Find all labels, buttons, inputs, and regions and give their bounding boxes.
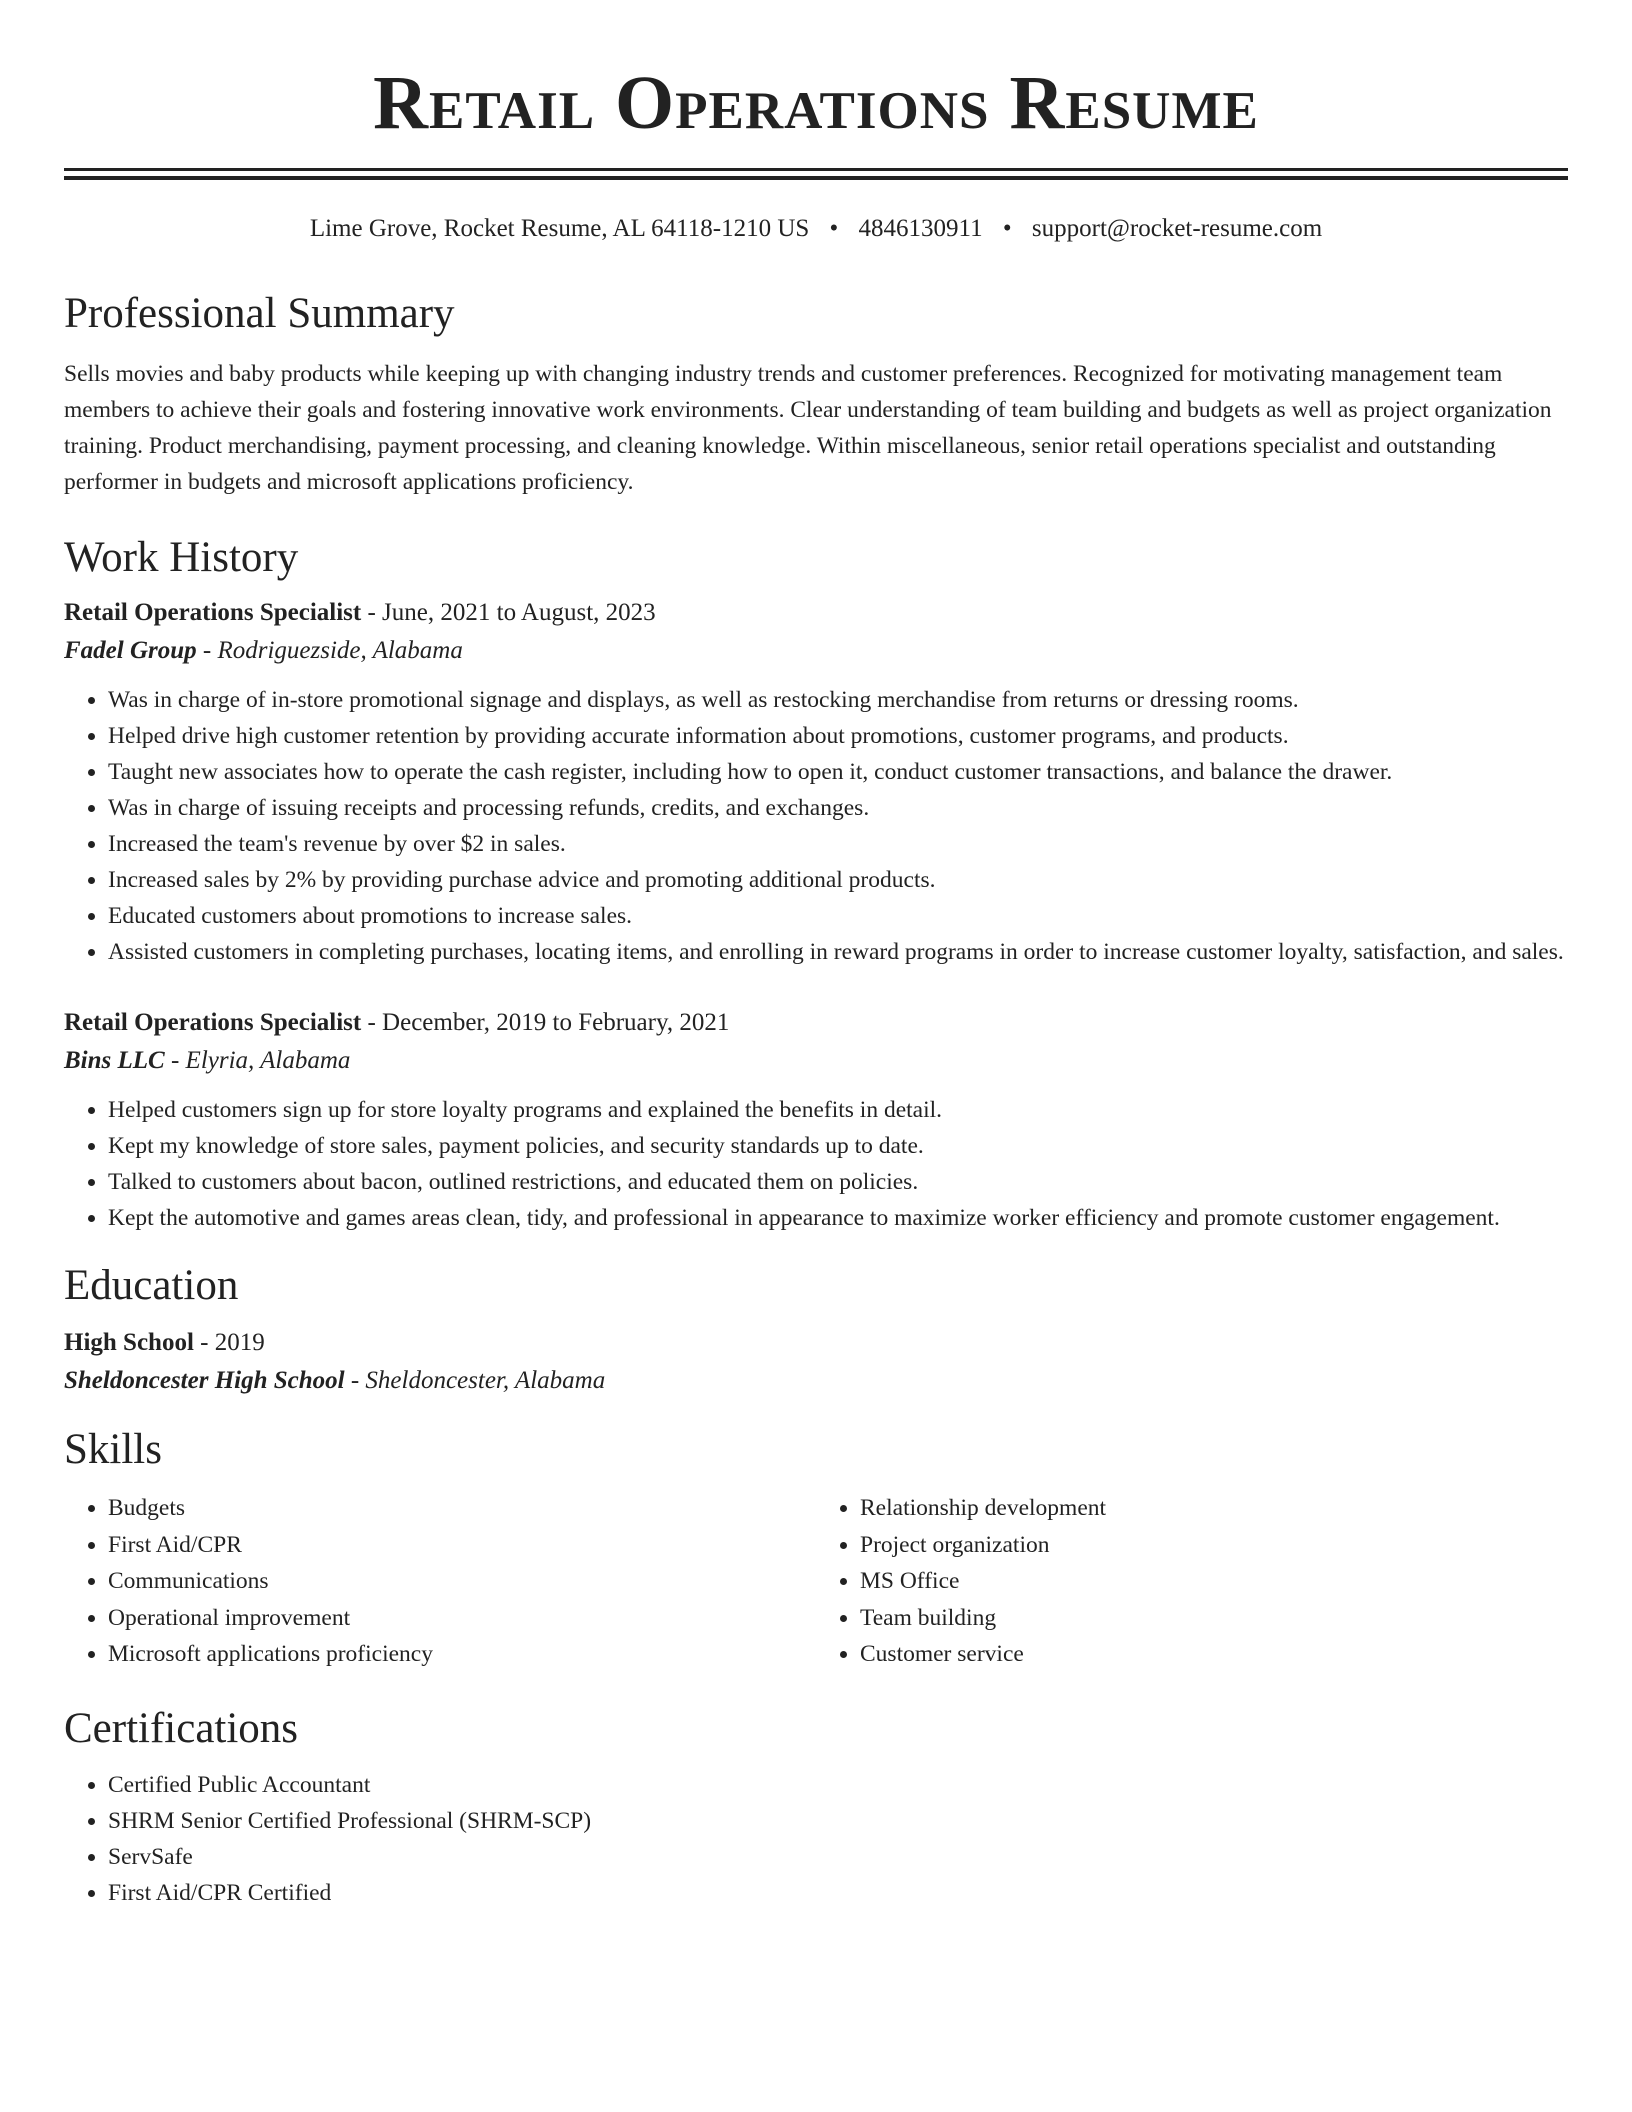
- education-entry: [64, 1324, 1568, 1400]
- list-item: • Helped drive high customer retention by providing accurate information about promotions, customer programs, and products.: [108, 718, 1568, 754]
- graduation-year: - 2019: [193, 1329, 265, 1356]
- degree-line: [64, 1324, 1568, 1362]
- contact-address: Lime Grove, Rocket Resume, AL 64118-1210 US: [309, 215, 810, 242]
- contact-line: [64, 214, 1568, 244]
- skill-item: • Team building: [860, 1600, 1568, 1637]
- summary-text: Sells movies and baby products while keeping up with changing industry trends and customer preferences. Recognized for motivating management team members to achieve their goals and fostering innovative work environments. Clear understanding of team building and budgets as well as project organization training. Product merchandising, payment processing, and cleaning knowledge. Within miscellaneous, senior retail operations specialist and outstanding performer in budgets and microsoft applications proficiency.: [64, 361, 1552, 495]
- work-history-section: [64, 532, 1568, 1236]
- skill-item: • First Aid/CPR: [108, 1527, 816, 1564]
- company-location: - Rodriguezside, Alabama: [196, 637, 463, 664]
- company-line: [64, 632, 1568, 670]
- skills-list-right: [816, 1490, 1568, 1673]
- job-entry: [64, 594, 1568, 970]
- list-item: • Increased sales by 2% by providing purchase advice and promoting additional products.: [108, 862, 1568, 898]
- job-title-line: [64, 594, 1568, 632]
- list-item: • Educated customers about promotions to increase sales.: [108, 898, 1568, 934]
- job-entry: [64, 1004, 1568, 1236]
- certifications-heading: Certifications: [64, 1704, 299, 1752]
- job-bullets: [64, 1092, 1568, 1236]
- list-item: • Talked to customers about bacon, outlined restrictions, and educated them on policies.: [108, 1164, 1568, 1200]
- school-line: [64, 1362, 1568, 1400]
- skill-item: • MS Office: [860, 1563, 1568, 1600]
- contact-separator: •: [829, 215, 839, 242]
- header-divider-bottom: [64, 176, 1568, 180]
- list-item: • Was in charge of issuing receipts and processing refunds, credits, and exchanges.: [108, 790, 1568, 826]
- skill-item: • Operational improvement: [108, 1600, 816, 1637]
- skill-item: • Budgets: [108, 1490, 816, 1527]
- job-dates: - December, 2019 to February, 2021: [361, 1009, 730, 1036]
- certification-item: • First Aid/CPR Certified: [108, 1875, 1568, 1911]
- skill-item: • Project organization: [860, 1527, 1568, 1564]
- skills-heading: Skills: [64, 1426, 162, 1473]
- work-history-heading: Work History: [64, 534, 299, 581]
- list-item: • Increased the team's revenue by over $2 in sales.: [108, 826, 1568, 862]
- skill-item: • Relationship development: [860, 1490, 1568, 1527]
- skills-section: [64, 1424, 1568, 1673]
- resume-title: Retail Operations Resume: [373, 61, 1259, 145]
- certification-item: • ServSafe: [108, 1839, 1568, 1875]
- contact-email: support@rocket-resume.com: [1031, 215, 1323, 242]
- job-bullets: [64, 682, 1568, 970]
- certification-item: • SHRM Senior Certified Professional (SHRM-SCP): [108, 1803, 1568, 1839]
- company-name: Fadel Group: [64, 637, 197, 664]
- list-item: • Was in charge of in-store promotional signage and displays, as well as restocking merchandise from returns or dressing rooms.: [108, 682, 1568, 718]
- list-item: • Helped customers sign up for store loyalty programs and explained the benefits in detail.: [108, 1092, 1568, 1128]
- list-item: • Taught new associates how to operate the cash register, including how to open it, conduct customer transactions, and balance the drawer.: [108, 754, 1568, 790]
- company-line: [64, 1042, 1568, 1080]
- education-section: [64, 1260, 1568, 1400]
- education-heading: Education: [64, 1262, 239, 1309]
- list-item: • Kept the automotive and games areas clean, tidy, and professional in appearance to maximize worker efficiency and promote customer engagement.: [108, 1200, 1568, 1236]
- certification-item: • Certified Public Accountant: [108, 1767, 1568, 1803]
- degree: High School: [64, 1329, 194, 1356]
- school-name: Sheldoncester High School: [64, 1367, 345, 1394]
- list-item: • Assisted customers in completing purchases, locating items, and enrolling in reward programs in order to increase customer loyalty, satisfaction, and sales.: [108, 934, 1568, 970]
- job-title: Retail Operations Specialist: [64, 599, 362, 626]
- certifications-list: [64, 1767, 1568, 1911]
- skills-list-left: [64, 1490, 816, 1673]
- header-divider-top: [64, 168, 1568, 171]
- job-dates: - June, 2021 to August, 2023: [361, 599, 656, 626]
- contact-phone: 4846130911: [858, 215, 983, 242]
- company-location: - Elyria, Alabama: [164, 1047, 351, 1074]
- school-location: - Sheldoncester, Alabama: [344, 1367, 606, 1394]
- contact-separator: •: [1002, 215, 1012, 242]
- skill-item: • Communications: [108, 1563, 816, 1600]
- certifications-section: [64, 1703, 1568, 1911]
- job-title: Retail Operations Specialist: [64, 1009, 362, 1036]
- summary-section: [64, 288, 1568, 500]
- company-name: Bins LLC: [64, 1047, 165, 1074]
- skills-columns: [64, 1490, 1568, 1673]
- skill-item: • Customer service: [860, 1636, 1568, 1673]
- summary-heading: Professional Summary: [64, 290, 455, 337]
- job-title-line: [64, 1004, 1568, 1042]
- skill-item: • Microsoft applications proficiency: [108, 1636, 816, 1673]
- list-item: • Kept my knowledge of store sales, payment policies, and security standards up to date.: [108, 1128, 1568, 1164]
